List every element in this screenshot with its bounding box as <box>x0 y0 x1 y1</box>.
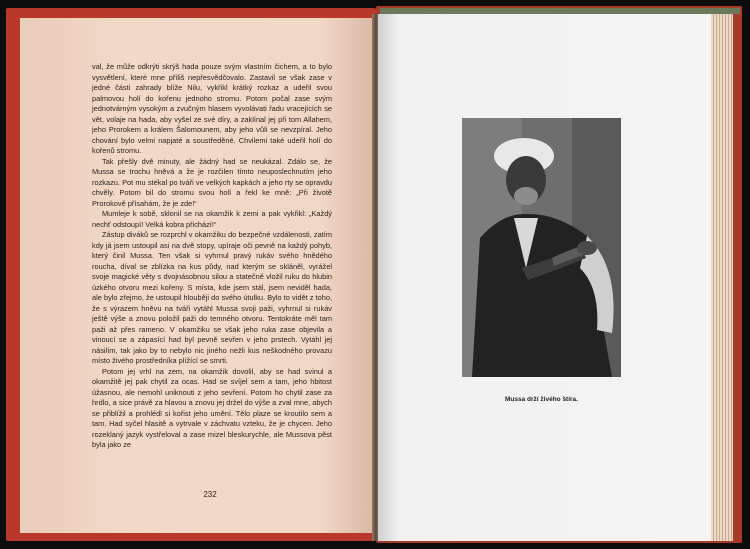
paragraph: Tak přešly dvě minuty, ale žádný had se neukázal. Zdálo se, že Mussa se trochu hněvá a že je rozčilen tímto neuposlechnutím jeho rozkazu. Pot mu stékal po tváři ve velkých kapkách a jeho rty se opravdu chvěly. Potom bil do stromu svou holí a řekl ke mně: „Při životě Prorokově přísahám, že je zde!“ <box>92 156 332 208</box>
paragraph: val, že může odkrýti skrýš hada pouze svým vlastním čichem, a to bylo vysvětlení, které mne příliš nepřesvědčovalo. Zastavil se však zase v jedné části zahrady blíže Nilu, vykřikl krátký rozkaz a udeřil svou palmovou holí do kořenu jednoho stromu. Potom počal zase svým jednotvárným vysokým a zvučným hlasem vyvolávati řadu vracejících se vět, volaje na hada, aby vyšel ze své díry, a zaklínal jej při tom Allahem, jeho Prorokem a králem Šalomounem, aby jeho vůli se nevzpíral. Jeho chování bylo velmi napjaté a soustředěné. Chvilemi také udeřil holí do kořenů stromu. <box>92 62 332 155</box>
photo-caption: Mussa drží živého štíra. <box>505 396 578 403</box>
photo-illustration <box>462 118 621 377</box>
paragraph: Mumleje k sobě, sklonil se na okamžik k zemi a pak vykřikl: „Každý nechť odstoupí! Velká kobra přichází!“ <box>92 209 332 229</box>
photograph <box>462 118 621 377</box>
paragraph: Zástup diváků se rozprchl v okamžiku do bezpečné vzdálenosti, zatím kdy já jsem ustoupil asi na dvě stopy, upíraje oči pevně na každý pohyb, který činil Mussa. Ten však si vyhrnul pravý rukáv svého hnědého roucha, díval se zblízka na kus půdy, nad kterým se skláněl, vyrážel svoje magické věty s dvojnásobnou silou a statečně vložil ruku do hlubin úzkého otvoru mezi kořeny. S místa, kde jsem stál, jsem neviděl hada, ale bylo zřejmo, že ustoupil hlouběji do svého útulku. Bylo to vidět z toho, že s výrazem hněvu na tváři vytáhl Mussa svoji paži, vyhrnul si rukáv ještě výše a znovu položil paži do temného otvoru. Tentokráte měl tam paži až přes rameno. V okamžiku se však jeho ruka zase objevila a vinoucí se a zápasící had byl pevně sevřen v jeho prstech. Vytáhl jej násilím, tak jako by to nebylo nic jiného nežli kus neškodného provazu místo živého prostředníka plížící se smrti. <box>92 230 332 365</box>
left-page-text <box>92 62 332 482</box>
page-edges <box>711 14 733 541</box>
paragraph: Potom jej vrhl na zem, na okamžik dovolil, aby se had svinul a okamžitě jej pak chytil za ocas. Had se svíjel sem a tam, jeho hbitost úžasnou, ale nemohl uniknouti z jeho sevření. Potom ho chytil zase za hrdlo, a sice právě za hlavou a znovu jej držel do výše a zval mne, abych se přiblížil a prohlédl si kořist jeho umění. Tělo plaze se kroutilo sem a tam. Had syčel hlasitě a vytrvale v záchvatu vzteku, že je chycen. Jeho rozeklaný jazyk vystřeloval a zase mizel bleskurychle, ale Mussova pěst byla jako ze <box>92 366 332 449</box>
page-number: 232 <box>203 490 217 499</box>
